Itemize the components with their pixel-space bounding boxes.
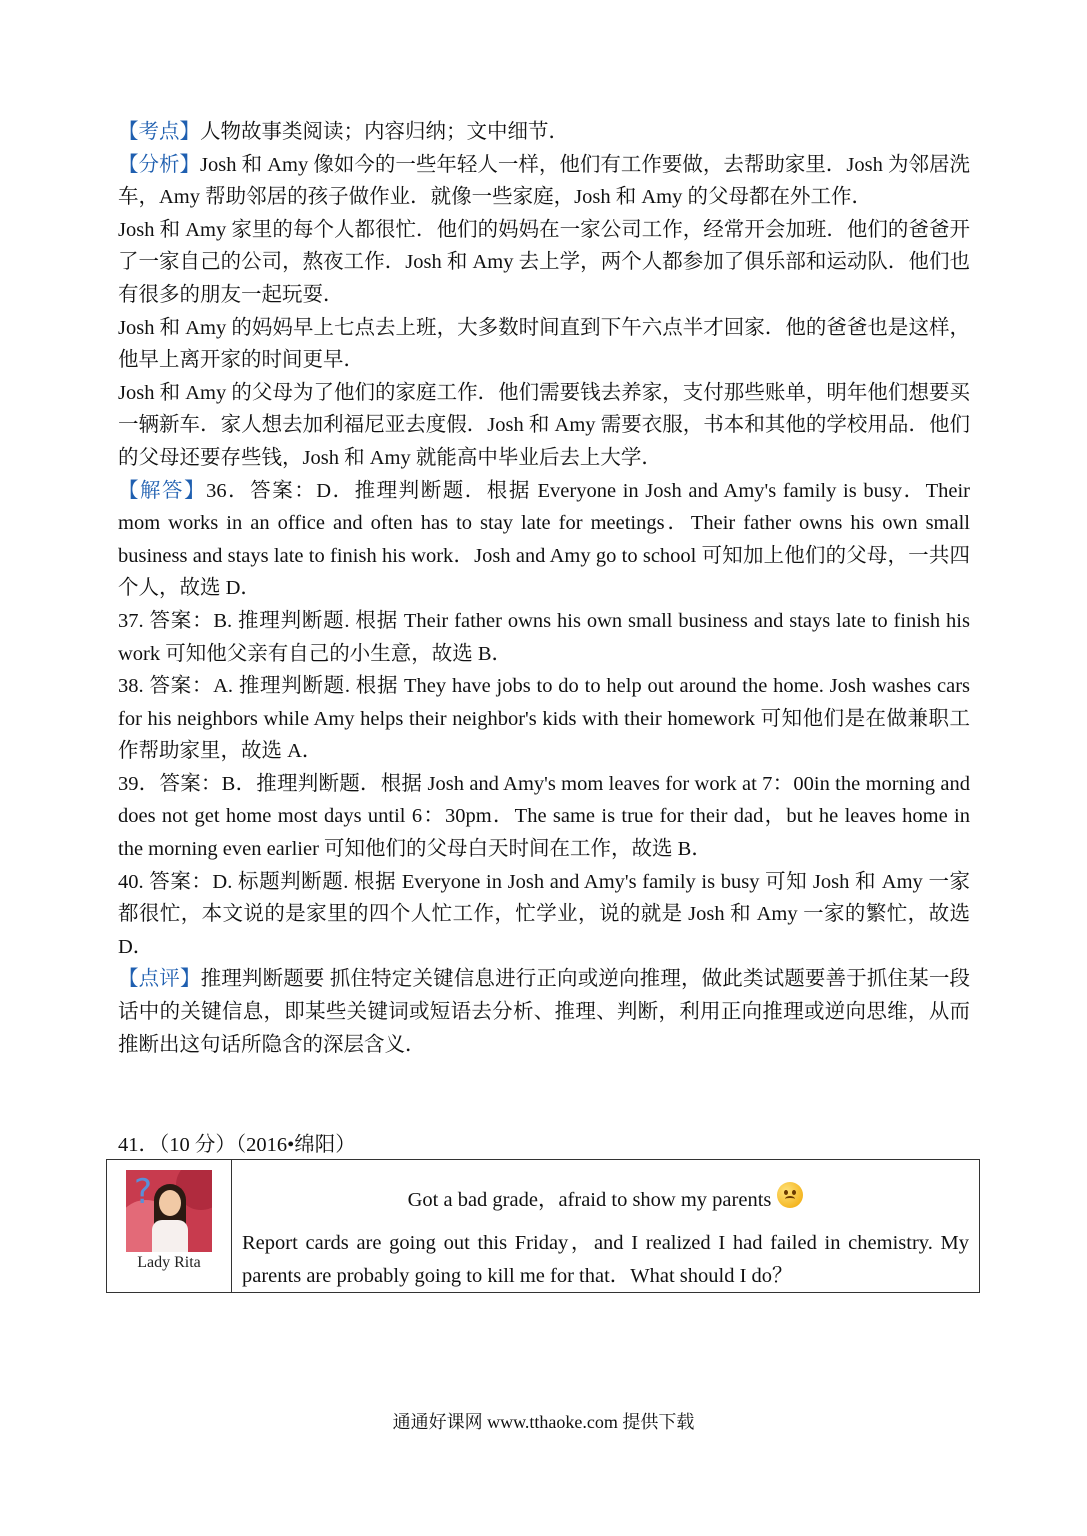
fenxi-paragraph-1 [118,149,970,214]
answer-39: 39．答案：B．推理判断题．根据 Josh and Amy's mom leaves for work at 7：00in the morning and does not get home most days until 6：30pm．The same is true for their dad，but he leaves home in the morning even earlier 可知他们的父母白天时间在工作，故选 B． [118,772,970,861]
lady-rita-avatar: ? [126,1170,212,1252]
page-footer: 通通好课网 www.tthaoke.com 提供下载 [392,1412,695,1432]
jieda-label: 【解答】 [118,479,207,502]
avatar-cell [107,1160,232,1293]
post-title: Got a bad grade，afraid to show my parents [407,1189,772,1211]
post-body: Report cards are going out this Friday，and I realized I had failed in chemistry. My parents are probably going to kill me for that．What should I do？ [242,1232,969,1287]
fenxi-paragraph-4: Josh 和 Amy 的父母为了他们的家庭工作．他们需要钱去养家，支付那些账单，明年他们想要买一辆新车．家人想去加利福尼亚去度假．Josh 和 Amy 需要衣服，书本和其他的学校用品．他们的父母还要存些钱，Josh 和 Amy 就能高中毕业后去上大学． [118,381,970,469]
jieda-paragraph-36 [118,475,970,605]
avatar-name: Lady Rita [137,1254,201,1271]
fenxi-paragraph-3: Josh 和 Amy 的妈妈早上七点去上班，大多数时间直到下午六点半才回家．他的爸爸也是这样，他早上离开家的时间更早． [118,316,970,372]
fenxi-label: 【分析】 [118,153,201,176]
post-title-line [242,1182,969,1215]
analysis-section [118,116,970,1061]
dianping-label: 【点评】 [118,968,201,991]
answer-36: 36．答案：D．推理判断题．根据 Everyone in Josh and Amy's family is busy．Their mom works in an office and often has to stay late for meetings．Their father owns his own small business and stays late to finish his work．Josh and Amy go to school 可知加上他们的父母，一共四个人，故选 D． [118,479,971,600]
kaodian-label: 【考点】 [118,121,200,143]
answer-38: 38. 答案：A. 推理判断题. 根据 They have jobs to do to help out around the home. Josh washes cars for his neighbors while Amy helps their neighbor's kids with their homework 可知他们是在做兼职工作帮助家里，故选 A． [118,675,970,763]
question-41-header: 41．（10 分）（2016•绵阳） [118,1134,356,1156]
worried-face-icon [777,1182,803,1208]
fenxi-text-1: Josh 和 Amy 像如今的一些年轻人一样，他们有工作要做，去帮助家里．Josh 为邻居洗车，Amy 帮助邻居的孩子做作业．就像一些家庭，Josh 和 Amy 的父母都在外工作． [118,153,970,209]
kaodian-paragraph [118,116,970,149]
fenxi-paragraph-2: Josh 和 Amy 家里的每个人都很忙．他们的妈妈在一家公司工作，经常开会加班．他们的爸爸开了一家自己的公司，熬夜工作．Josh 和 Amy 去上学，两个人都参加了俱乐部和运动队．他们也有很多的朋友一起玩耍． [118,218,970,306]
dianping-paragraph [118,963,970,1061]
answer-37: 37. 答案：B. 推理判断题. 根据 Their father owns his own small business and stays late to finish his work 可知他父亲有自己的小生意，故选 B． [118,609,970,665]
kaodian-text: 人物故事类阅读；内容归纳；文中细节． [200,121,569,143]
answer-40: 40. 答案：D. 标题判断题. 根据 Everyone in Josh and Amy's family is busy 可知 Josh 和 Amy 一家都很忙，本文说的是家里的四个人忙工作，忙学业，说的就是 Josh 和 Amy 一家的繁忙，故选 D． [118,870,970,958]
post-cell [232,1160,980,1293]
forum-post-table [106,1159,980,1293]
dianping-text: 推理判断题要 抓住特定关键信息进行正向或逆向推理，做此类试题要善于抓住某一段话中的关键信息，即某些关键词或短语去分析、推理、判断，利用正向推理或逆向思维，从而推断出这句话所隐含的深层含义． [118,968,971,1056]
